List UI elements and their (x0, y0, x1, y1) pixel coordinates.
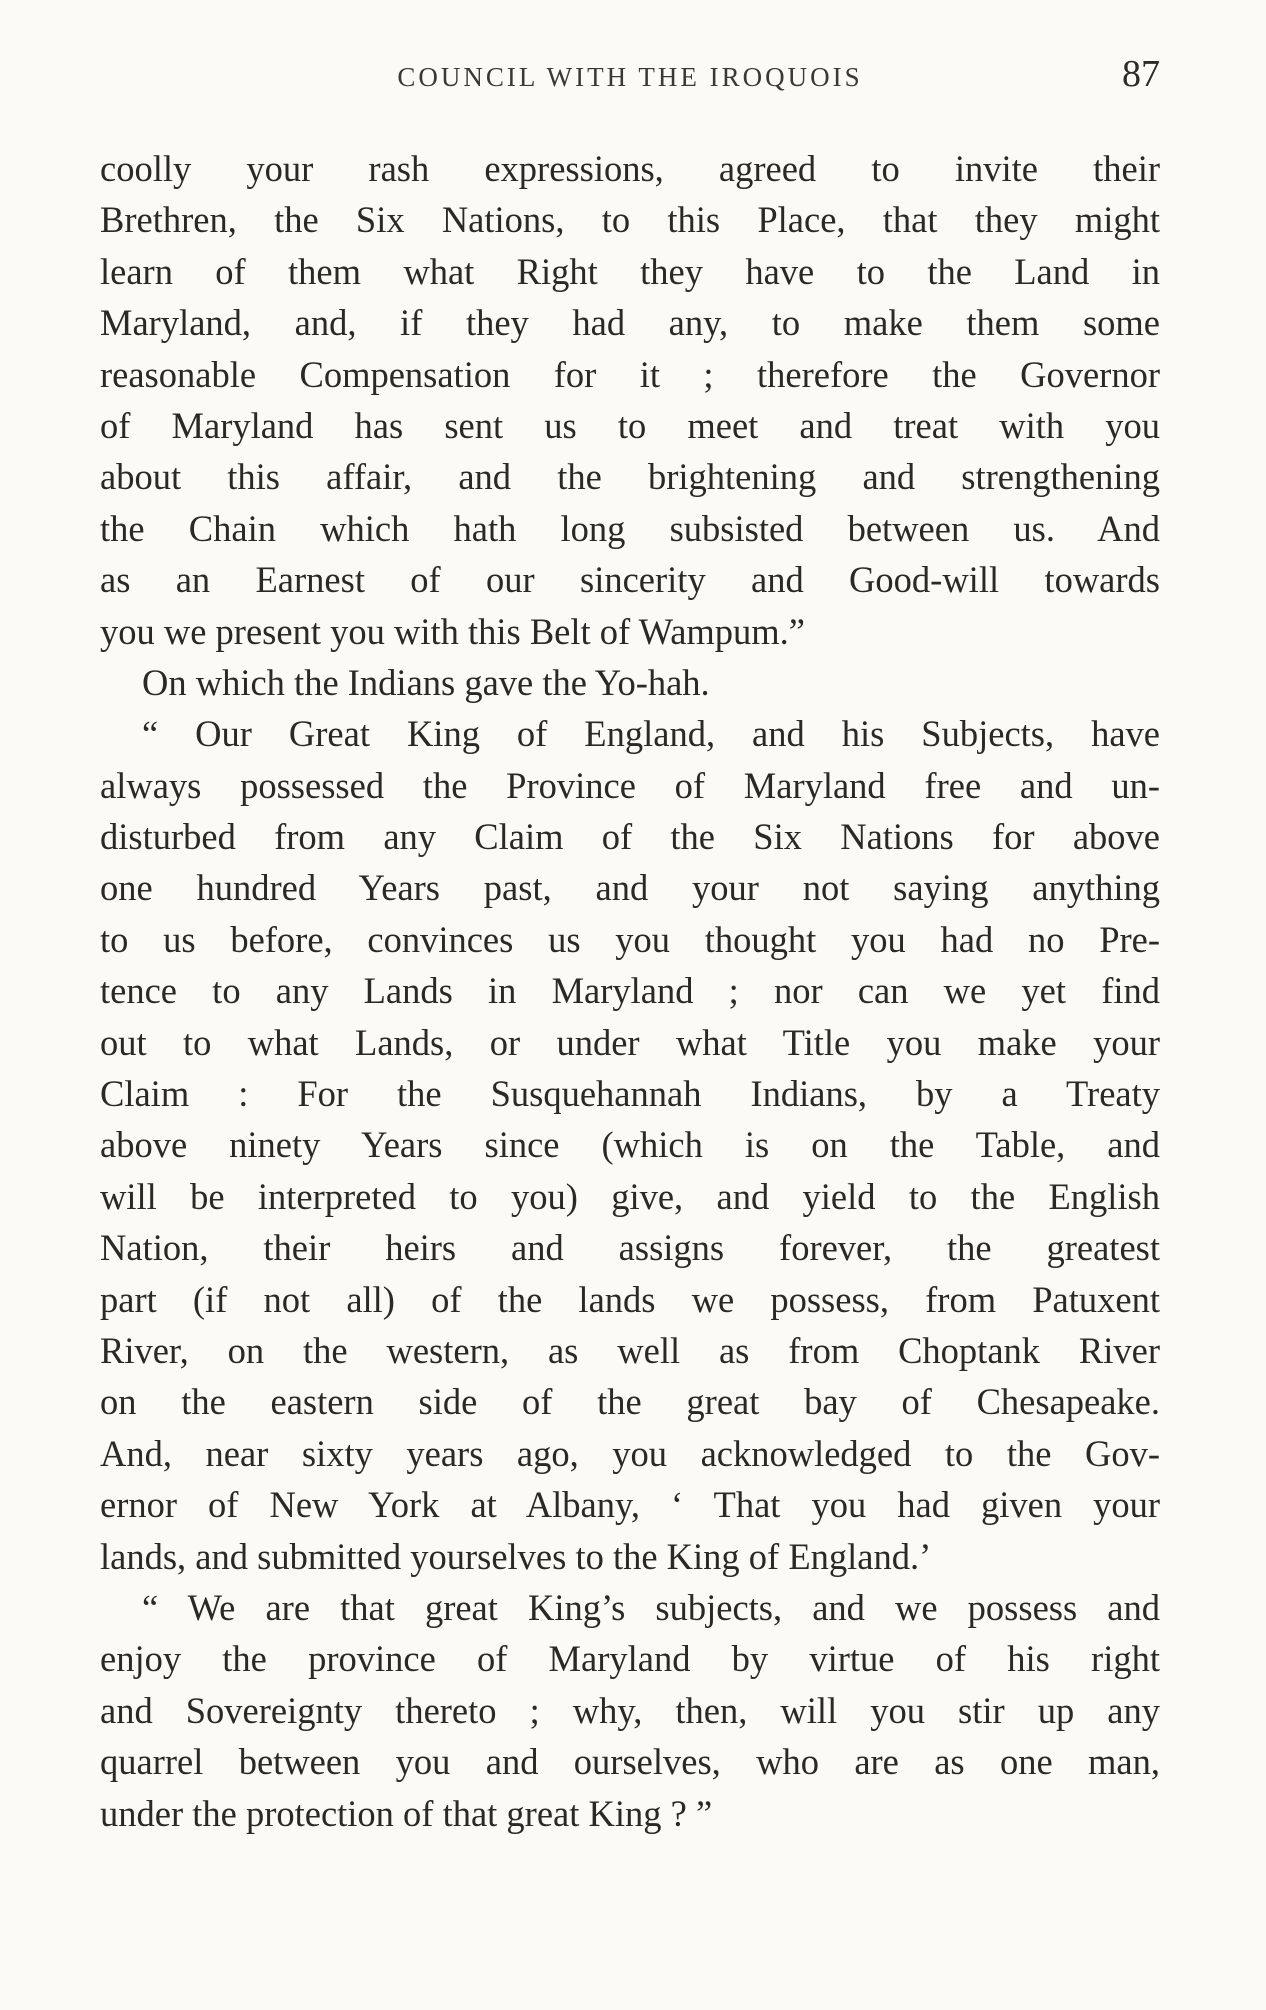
text-line: coolly your rash expressions, agreed to invite their (100, 148, 1160, 189)
text-line: lands, and submitted yourselves to the King of England.’ (100, 1535, 932, 1577)
text-line: quarrel between you and ourselves, who are as one man, (100, 1741, 1160, 1783)
text-line: enjoy the province of Maryland by virtue of his right (100, 1638, 1160, 1680)
text-line: about this affair, and the brightening and strengthening (100, 456, 1160, 498)
text-line: under the protection of that great King ? ” (100, 1792, 713, 1834)
text-line: always possessed the Province of Maryland free and un- (100, 764, 1160, 806)
text-line: and Sovereignty thereto ; why, then, will you stir up any (100, 1689, 1160, 1731)
text-line: On which the Indians gave the Yo-hah. (142, 661, 710, 703)
text-line: “ Our Great King of England, and his Subjects, have (142, 713, 1160, 755)
text-line: Brethren, the Six Nations, to this Place, that they might (100, 199, 1160, 241)
running-title: COUNCIL WITH THE IROQUOIS (397, 62, 863, 92)
text-line: to us before, convinces us you thought you had no Pre- (100, 918, 1160, 960)
page-number: 87 (1122, 53, 1160, 95)
text-line: part (if not all) of the lands we possess, from Patuxent (100, 1278, 1160, 1320)
running-head (100, 52, 1160, 112)
text-line: one hundred Years past, and your not saying anything (100, 867, 1160, 909)
text-line: the Chain which hath long subsisted between us. And (100, 507, 1160, 549)
text-line: above ninety Years since (which is on the Table, and (100, 1124, 1160, 1166)
text-line: of Maryland has sent us to meet and treat with you (100, 404, 1160, 446)
text-line: And, near sixty years ago, you acknowledged to the Gov- (100, 1432, 1160, 1474)
text-line: learn of them what Right they have to the Land in (100, 250, 1160, 292)
text-line: tence to any Lands in Maryland ; nor can we yet find (100, 970, 1160, 1012)
text-line: Nation, their heirs and assigns forever, the greatest (100, 1227, 1160, 1269)
text-line: Claim : For the Susquehannah Indians, by a Treaty (100, 1073, 1160, 1115)
text-line: reasonable Compensation for it ; therefore the Governor (100, 353, 1160, 395)
text-line: “ We are that great King’s subjects, and we possess and (142, 1586, 1160, 1628)
body-text (100, 143, 1160, 1839)
text-line: Maryland, and, if they had any, to make them some (100, 302, 1160, 344)
text-line: disturbed from any Claim of the Six Nations for above (100, 816, 1160, 858)
text-line: ernor of New York at Albany, ‘ That you had given your (100, 1484, 1160, 1526)
text-line: out to what Lands, or under what Title you make your (100, 1021, 1160, 1063)
text-line: as an Earnest of our sincerity and Good-will towards (100, 559, 1160, 601)
text-line: you we present you with this Belt of Wampum.” (100, 610, 805, 652)
text-line: will be interpreted to you) give, and yield to the English (100, 1175, 1160, 1217)
text-line: River, on the western, as well as from Choptank River (100, 1329, 1160, 1371)
text-line: on the eastern side of the great bay of Chesapeake. (100, 1381, 1160, 1423)
